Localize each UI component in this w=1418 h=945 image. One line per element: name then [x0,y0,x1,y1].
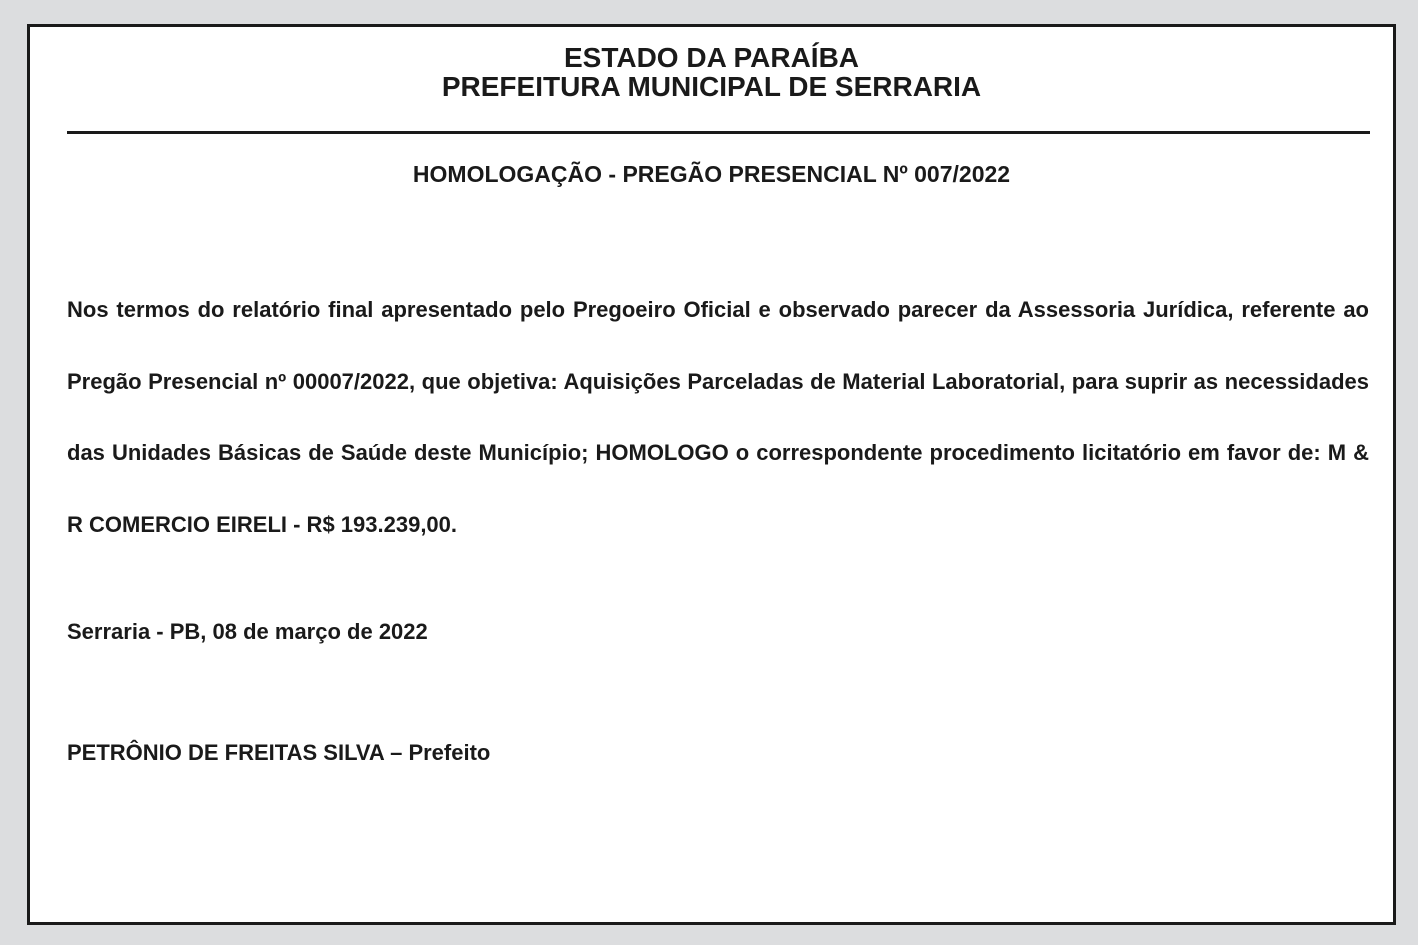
document-body: Nos termos do relatório final apresentado pelo Pregoeiro Oficial e observado parecer da Assessoria Jurídica, referente ao Pregão Presencial nº 00007/2022, que objetiva: Aquisições Parceladas de Material Laboratorial, para suprir as necessidades das Unidades Básicas de Saúde deste Município; HOMOLOGO o correspondente procedimento licitatório em favor de: M & R COMERCIO EIRELI - R$ 193.239,00. [67,297,1369,537]
state-name: ESTADO DA PARAÍBA [563,42,860,73]
official-notice [27,24,1396,925]
signatory: PETRÔNIO DE FREITAS SILVA – Prefeito [67,740,491,765]
municipality-name: PREFEITURA MUNICIPAL DE SERRARIA [441,71,982,102]
header-divider [67,131,1370,134]
document-title: HOMOLOGAÇÃO - PREGÃO PRESENCIAL Nº 007/2022 [412,161,1011,187]
issuer-header [30,43,1393,101]
place-and-date: Serraria - PB, 08 de março de 2022 [67,619,428,644]
